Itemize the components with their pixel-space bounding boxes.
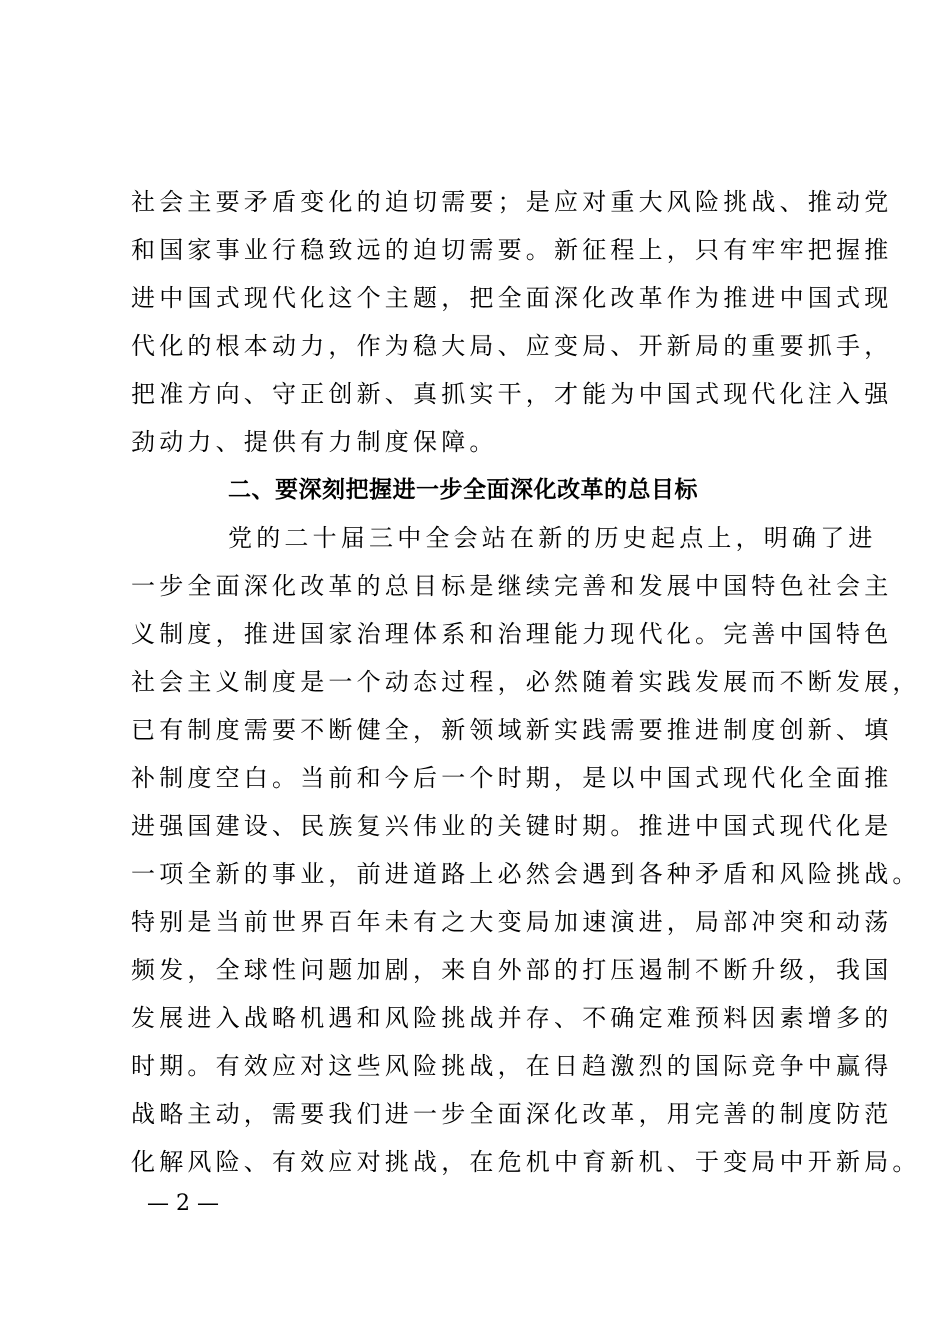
paragraph-line: 战略主动，需要我们进一步全面深化改革，用完善的制度防范 xyxy=(131,1100,893,1128)
section-heading: 二、要深刻把握进一步全面深化改革的总目标 xyxy=(228,477,698,503)
paragraph-line: 进中国式现代化这个主题，把全面深化改革作为推进中国式现 xyxy=(131,284,893,312)
paragraph-line: 和国家事业行稳致远的迫切需要。新征程上，只有牢牢把握推 xyxy=(131,236,893,264)
paragraph-line: 化解风险、有效应对挑战，在危机中育新机、于变局中开新局。 xyxy=(131,1148,921,1176)
paragraph-line: 一步全面深化改革的总目标是继续完善和发展中国特色社会主 xyxy=(131,572,893,600)
paragraph-line: 频发，全球性问题加剧，来自外部的打压遏制不断升级，我国 xyxy=(131,956,893,984)
paragraph-line: 社会主要矛盾变化的迫切需要；是应对重大风险挑战、推动党 xyxy=(131,188,893,216)
paragraph-line: 补制度空白。当前和今后一个时期，是以中国式现代化全面推 xyxy=(131,764,893,792)
paragraph-line: 社会主义制度是一个动态过程，必然随着实践发展而不断发展， xyxy=(131,668,921,696)
paragraph-line: 把准方向、守正创新、真抓实干，才能为中国式现代化注入强 xyxy=(131,380,893,408)
paragraph-line: 代化的根本动力，作为稳大局、应变局、开新局的重要抓手， xyxy=(131,332,893,360)
paragraph-line: 进强国建设、民族复兴伟业的关键时期。推进中国式现代化是 xyxy=(131,812,893,840)
page-number: — 2 — xyxy=(147,1191,219,1216)
paragraph-line: 特别是当前世界百年未有之大变局加速演进，局部冲突和动荡 xyxy=(131,908,893,936)
paragraph-line: 一项全新的事业，前进道路上必然会遇到各种矛盾和风险挑战。 xyxy=(131,860,921,888)
paragraph-line: 党的二十届三中全会站在新的历史起点上，明确了进 xyxy=(228,524,877,552)
paragraph-line: 时期。有效应对这些风险挑战，在日趋激烈的国际竞争中赢得 xyxy=(131,1052,893,1080)
paragraph-line: 发展进入战略机遇和风险挑战并存、不确定难预料因素增多的 xyxy=(131,1004,893,1032)
paragraph-line: 已有制度需要不断健全，新领域新实践需要推进制度创新、填 xyxy=(131,716,893,744)
paragraph-line: 劲动力、提供有力制度保障。 xyxy=(131,428,498,456)
paragraph-line: 义制度，推进国家治理体系和治理能力现代化。完善中国特色 xyxy=(131,620,893,648)
